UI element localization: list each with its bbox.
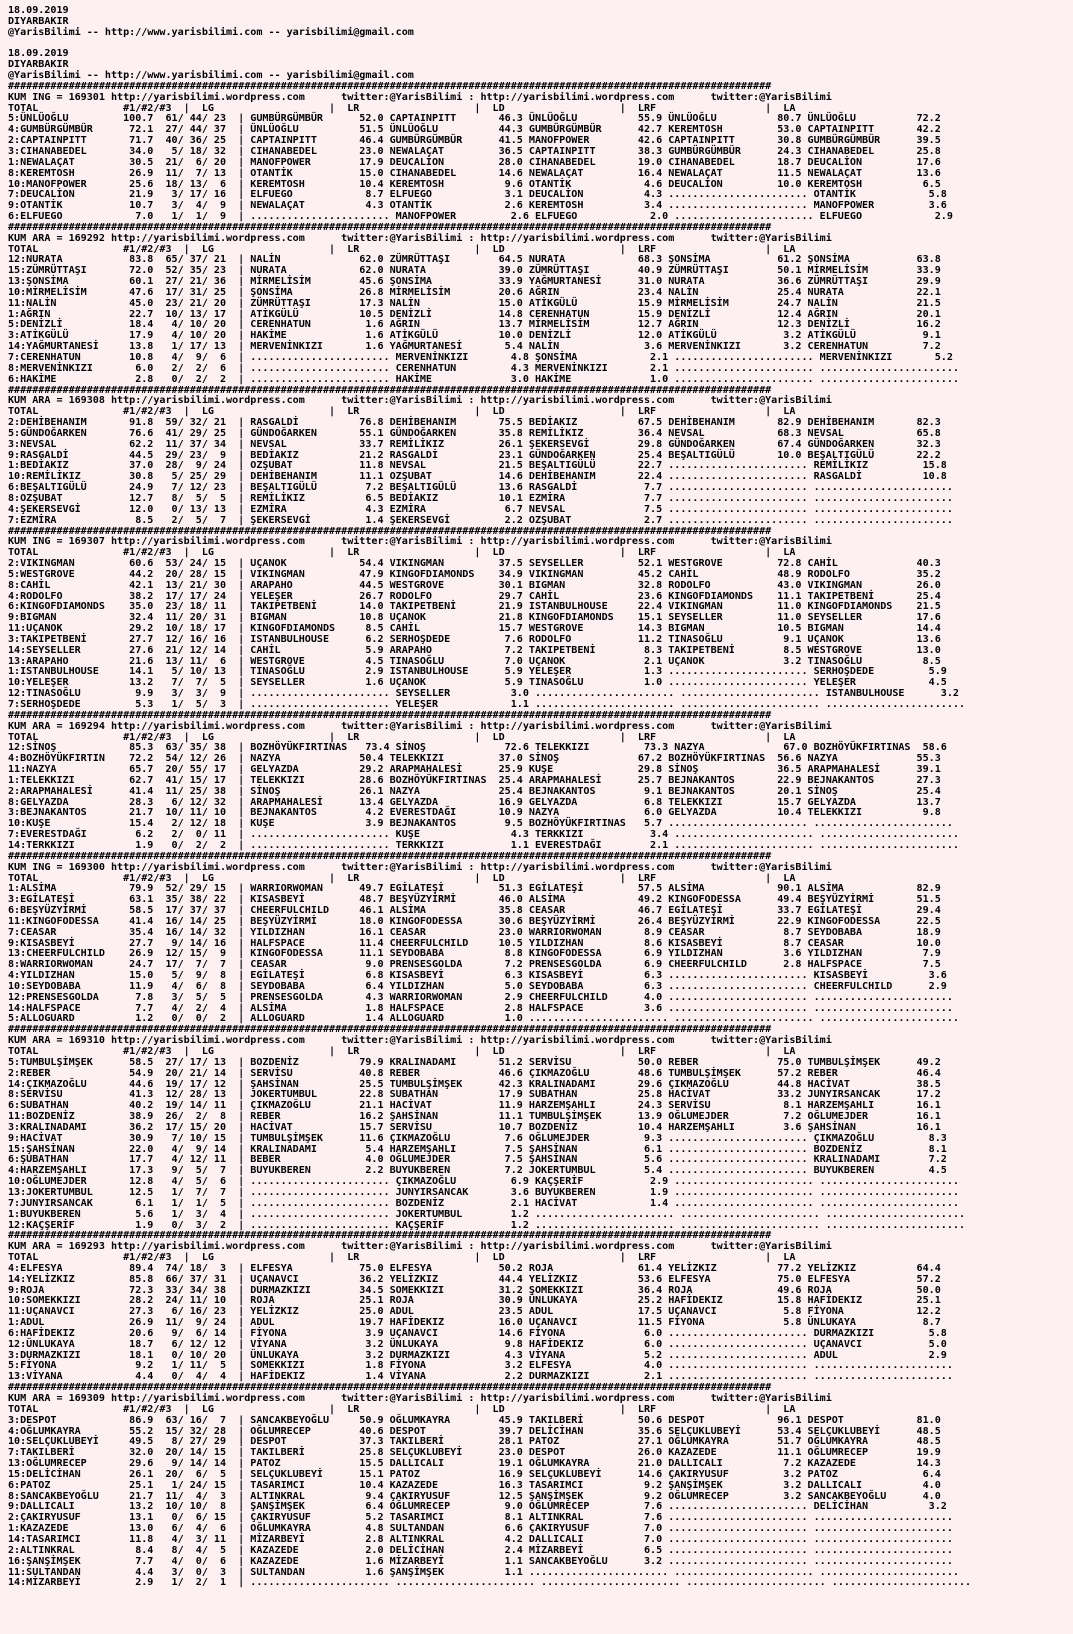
horse-row: 3:KRALINADAMI 36.2 17/ 15/ 20 | HACİVAT 15.7 SERVİSU 10.7 BOZDENİZ 10.4 HARZEMŞAHLI 3.6 ŞAHSİNAN 16.1: [8, 1121, 941, 1133]
horse-row: 5:TUMBULŞİMŞEK 58.5 27/ 17/ 13 | BOZDENİZ 79.9 KRALINADAMI 51.2 SERVİSU 50.0 REBER 75.0 TUMBULŞİMŞEK 49.2: [8, 1056, 941, 1068]
horse-row: 4:OĞLUMKAYRA 55.2 15/ 32/ 28 | OĞLUMRECEP 40.6 DESPOT 39.7 DELİCİHAN 35.6 SELÇUKLUBEYİ 53.4 SELÇUKLUBEYİ 48.5: [8, 1425, 941, 1437]
report-city: DIYARBAKIR: [8, 15, 69, 27]
horse-row: 7:SERHOŞDEDE 5.3 1/ 5/ 3 | ....................... YELEŞER 1.1 ....................... ....................... .......................: [8, 699, 965, 710]
horse-row: 12:KAÇŞERİF 1.9 0/ 3/ 2 | ....................... KAÇŞERİF 1.2 ....................... ....................... .......................: [8, 1219, 965, 1231]
horse-row: 13:ARAPAHO 21.6 13/ 11/ 6 | WESTGROVE 4.5 TINASOĞLU 7.0 UÇANOK 2.1 UÇANOK 3.2 TINASOĞLU 8.5: [8, 655, 941, 667]
horse-row: 9:RASGALDİ 44.5 29/ 23/ 9 | BEDİAKIZ 21.2 RASGALDİ 23.1 GÜNDOĞARKEN 25.4 BEŞALTIGÜLÜ 10.0 BEŞALTIGÜLÜ 22.2: [8, 449, 941, 461]
section-separator: ##############################################################################################################################: [8, 80, 772, 92]
section-separator: ##############################################################################################################################: [8, 384, 772, 396]
horse-row: 2:VIKINGMAN 60.6 53/ 24/ 15 | UÇANOK 54.4 VIKINGMAN 37.5 SEYSELLER 52.1 WESTGROVE 72.8 CAHİL 40.3: [8, 558, 941, 570]
horse-row: 14:YAĞMURTANESİ 13.8 1/ 17/ 13 | MERVENİNKIZI 1.6 YAĞMURTANESİ 5.4 NALİN 3.6 MERVENİNKIZI 3.2 CERENHATUN 7.2: [8, 341, 941, 353]
horse-row: 6:KINGOFDIAMONDS 35.0 23/ 18/ 11 | TAKIPETBENİ 14.0 TAKIPETBENİ 21.9 ISTANBULHOUSE 22.4 VIKINGMAN 11.0 KINGOFDIAMONDS 21.5: [8, 601, 941, 613]
column-header: TOTAL #1/#2/#3 | LG | LR | LD | LRF | LA: [8, 1046, 796, 1057]
horse-row: 3:NEVSAL 62.2 11/ 37/ 34 | NEVSAL 33.7 REMİLİKIZ 26.1 ŞEKERSEVGİ 29.8 GÜNDOĞARKEN 67.4 GÜNDOĞARKEN 32.3: [8, 438, 941, 450]
horse-row: 2:REBER 54.9 20/ 21/ 14 | SERVİSU 40.8 REBER 46.6 ÇIKMAZOĞLU 48.6 TUMBULŞİMŞEK 57.2 REBER 46.4: [8, 1067, 941, 1079]
horse-row: 9:HACİVAT 30.9 7/ 10/ 15 | TUMBULŞİMŞEK 11.6 ÇIKMAZOĞLU 7.6 OĞLUMEJDER 9.3 ....................... ÇIKMAZOĞLU 8.3: [8, 1132, 947, 1144]
horse-row: 6:ELFUEGO 7.0 1/ 1/ 9 | ....................... MANOFPOWER 2.6 ELFUEGO 2.0 ....................... ELFUEGO 2.9: [8, 211, 953, 223]
report-line: DIYARBAKIR: [8, 59, 69, 71]
horse-row: 15:ZÜMRÜTTAŞI 72.0 52/ 35/ 23 | NURATA 62.0 NURATA 39.0 ZÜMRÜTTAŞI 40.9 ZÜMRÜTTAŞI 50.1 MİRMELİSİM 33.9: [8, 265, 941, 277]
horse-row: 6:PATOZ 25.1 1/ 24/ 15 | TASARIMCI 10.4 KAZAZEDE 16.3 TASARIMCI 9.2 ŞANŞİMŞEK 3.2 DALLICALI 4.0: [8, 1479, 941, 1491]
column-header: TOTAL #1/#2/#3 | LG | LR | LD | LRF | LA: [8, 872, 796, 884]
horse-row: 4:YILDIZHAN 15.0 5/ 9/ 8 | EGİLATEŞİ 6.8 KISASBEYİ 6.3 KISASBEYİ 6.3 ....................... KISASBEYİ 3.6: [8, 970, 947, 982]
horse-row: 14:TASARIMCI 11.8 4/ 3/ 11 | MİZARBEYİ 2.8 ALTINKRAL 4.2 DALLICALI 7.0 ....................... .......................: [8, 1533, 953, 1545]
horse-row: 10:OĞLUMEJDER 12.8 4/ 5/ 6 | ....................... ÇIKMAZOĞLU 6.9 KAÇŞERİF 2.9 ....................... .......................: [8, 1176, 959, 1188]
report-contact: @YarisBilimi -- http://www.yarisbilimi.com -- yarisbilimi@gmail.com: [8, 26, 414, 38]
horse-row: 10:SELÇUKLUBEYİ 49.5 8/ 27/ 29 | DESPOT 37.3 TAKILBERİ 28.1 PATOZ 27.1 OĞLUMKAYRA 51.7 OĞLUMKAYRA 48.5: [8, 1436, 941, 1448]
horse-row: 4:ŞEKERSEVGİ 12.0 0/ 13/ 13 | EZMİRA 4.3 EZMİRA 6.7 NEVSAL 7.5 ....................... .......................: [8, 503, 953, 515]
horse-row: 1:BUYUKBEREN 5.6 1/ 3/ 4 | ....................... JOKERTUMBUL 1.2 ....................... ....................... .......................: [8, 1208, 965, 1220]
horse-row: 4:BOZHÖYÜKFIRTIN 72.2 54/ 12/ 26 | NAZYA 50.4 TELEKKIZI 37.0 SİNOŞ 67.2 BOZHÖYÜKFIRTINAS 56.6 NAZYA 55.3: [8, 753, 941, 765]
horse-row: 3:BEJNAKANTOS 21.7 10/ 11/ 10 | BEJNAKANTOS 4.2 EVERESTDAĞI 10.9 NAZYA 6.0 GELYAZDA 10.4 TELEKKIZI 9.8: [8, 807, 941, 819]
horse-row: 8:SERVİSU 41.3 12/ 28/ 13 | JOKERTUMBUL 22.8 SUBATHAN 17.9 SUBATHAN 25.8 HACİVAT 33.2 JUNYIRSANCAK 17.2: [8, 1089, 941, 1101]
horse-row: 16:ŞANŞİMŞEK 7.7 4/ 0/ 6 | KAZAZEDE 1.6 MİZARBEYİ 1.1 SANCAKBEYOĞLU 3.2 ....................... .......................: [8, 1555, 953, 1567]
horse-row: 5:WESTGROVE 44.2 20/ 28/ 15 | VIKINGMAN 47.9 KINGOFDIAMONDS 34.9 VIKINGMAN 45.2 CAHİL 48.9 RODOLFO 35.2: [8, 568, 941, 580]
horse-row: 14:TERKKIZI 1.9 0/ 2/ 2 | ....................... TERKKIZI 1.1 EVERESTDAĞI 2.1 ....................... .......................: [8, 839, 959, 851]
horse-row: 1:KAZAZEDE 13.0 6/ 4/ 6 | OĞLUMKAYRA 4.8 SULTANDAN 6.6 ÇAKIRYUSUF 7.0 ....................... .......................: [8, 1523, 953, 1535]
horse-row: 8:MERVENİNKIZI 6.0 2/ 2/ 6 | ....................... CERENHATUN 4.3 MERVENİNKIZI 2.1 ....................... .......................: [8, 362, 959, 374]
report-date: 18.09.2019: [8, 5, 69, 16]
horse-row: 8:OZŞUBAT 12.7 8/ 5/ 5 | REMİLİKIZ 6.5 BEDİAKIZ 10.1 EZMİRA 7.7 ....................... .......................: [8, 492, 953, 504]
horse-row: 8:CAHİL 42.1 13/ 21/ 30 | ARAPAHO 44.5 WESTGROVE 30.1 BIGMAN 32.8 RODOLFO 43.0 VIKINGMAN 26.0: [8, 579, 941, 591]
horse-row: 6:HAKİME 2.8 0/ 2/ 2 | ....................... HAKİME 3.0 HAKİME 1.0 ....................... .......................: [8, 373, 959, 385]
horse-row: 9:DALLICALI 13.2 10/ 10/ 8 | ŞANŞİMŞEK 6.4 OĞLUMRECEP 9.0 OĞLUMRECEP 7.6 ....................... DELİCİHAN 3.2: [8, 1501, 947, 1513]
horse-row: 12:NURATA 83.8 65/ 37/ 21 | NALİN 62.0 ZÜMRÜTTAŞI 64.5 NURATA 68.3 ŞONSİMA 61.2 ŞONSİMA 63.8: [8, 254, 941, 266]
horse-row: 7:EZMİRA 8.5 2/ 5/ 7 | ŞEKERSEVGİ 1.4 ŞEKERSEVGİ 2.2 OZŞUBAT 2.7 ....................... .......................: [8, 514, 953, 526]
horse-row: 8:GELYAZDA 28.3 6/ 12/ 32 | ARAPMAHALESİ 13.4 GELYAZDA 16.9 GELYAZDA 6.8 TELEKKIZI 15.7 GELYAZDA 13.7: [8, 796, 941, 808]
horse-row: 8:KEREMTOSH 26.9 11/ 7/ 13 | OTANTİK 15.0 CIHANABEDEL 14.6 NEWALAÇAT 16.4 NEWALAÇAT 11.5 NEWALAÇAT 13.6: [8, 167, 941, 179]
horse-row: 9:ROJA 72.3 33/ 34/ 38 | DURMAZKIZI 34.5 SOMEKKIZI 31.2 ŞOMEKKIZI 36.4 ROJA 49.6 ROJA 50.0: [8, 1284, 941, 1296]
horse-row: 7:CEASAR 35.4 16/ 14/ 32 | YILDIZHAN 16.1 CEASAR 23.0 WARRIORWOMAN 8.9 CEASAR 8.7 SEYDOBABA 18.9: [8, 926, 941, 938]
horse-row: 3:ATİKGÜLÜ 17.9 4/ 10/ 20 | HAKİME 1.6 ATİKGÜLÜ 10.0 DENİZLİ 12.0 ATİKGÜLÜ 3.2 ATİKGÜLÜ 9.1: [8, 330, 941, 342]
section-separator: ##############################################################################################################################: [8, 1382, 772, 1394]
horse-row: 4:GUMBÜRGÜMBÜR 72.1 27/ 44/ 37 | ÜNLÜOĞLU 51.5 ÜNLÜOĞLU 44.3 GUMBÜRGÜMBÜR 42.7 KEREMTOSH 53.0 CAPTAINPITT 42.2: [8, 124, 941, 136]
horse-row: 3:CIHANABEDEL 34.0 5/ 18/ 32 | CIHANABEDEL 23.0 NEWALAÇAT 36.5 CAPTAINPITT 38.3 GUMBÜRGÜMBÜR 24.3 CIHANABEDEL 25.8: [8, 145, 941, 157]
horse-row: 14:HALFSPACE 7.7 4/ 2/ 4 | ALSİMA 1.8 HALFSPACE 2.8 HALFSPACE 3.6 ....................... .......................: [8, 1002, 953, 1014]
horse-row: 11:UÇANOK 29.2 10/ 18/ 17 | KINGOFDIAMONDS 8.5 CAHİL 15.7 WESTGROVE 14.3 BIGMAN 10.5 BIGMAN 14.4: [8, 623, 941, 635]
horse-row: 2:ALTINKRAL 8.4 8/ 4/ 5 | KAZAZEDE 2.0 DELİCİHAN 2.4 MİZARBEYİ 6.5 ....................... .......................: [8, 1544, 953, 1556]
race-header: KUM ARA = 169292 http://yarisbilimi.wordpress.com twitter:@YarisBilimi : http://yarisbilimi.wordpress.com twitter:@YarisBilimi: [8, 232, 832, 244]
column-header: TOTAL #1/#2/#3 | LG | LR | LD | LRF | LA: [8, 731, 796, 743]
horse-row: 10:REMİLİKIZ 30.8 5/ 25/ 29 | DEHİBEHANIM 11.1 OZŞUBAT 14.6 DEHİBEHANIM 22.4 ....................... RASGALDİ 10.8: [8, 471, 947, 483]
race-header: KUM ARA = 169294 http://yarisbilimi.wordpress.com twitter:@YarisBilimi : http://yarisbilimi.wordpress.com twitter:@YarisBilimi: [8, 720, 832, 732]
horse-row: 9:KISASBEYİ 27.7 9/ 14/ 16 | HALFSPACE 11.4 CHEERFULCHILD 10.5 YILDIZHAN 8.6 KISASBEYİ 8.7 CEASAR 10.0: [8, 937, 941, 949]
race-header: KUM ARA = 169308 http://yarisbilimi.wordpress.com twitter:@YarisBilimi : http://yarisbilimi.wordpress.com twitter:@YarisBilimi: [8, 395, 832, 407]
horse-row: 12:SİNOŞ 85.3 63/ 35/ 38 | BOZHÖYÜKFIRTINAS 73.4 SİNOŞ 72.6 TELEKKIZI 73.3 NAZYA 67.0 BOZHÖYÜKFIRTINAS 58.6: [8, 742, 947, 754]
horse-row: 8:SANCAKBEYOĞLU 21.7 11/ 4/ 3 | ALTINKRAL 9.4 ÇAKIRYUSUF 12.5 ŞANŞİMŞEK 9.2 OĞLUMRECEP 3.2 SANCAKBEYOĞLU 4.0: [8, 1490, 941, 1502]
horse-row: 1:NEWALAÇAT 30.5 21/ 6/ 20 | MANOFPOWER 17.9 DEUCALİON 28.0 CIHANABEDEL 19.0 CIHANABEDEL 18.7 DEUCALİON 17.6: [8, 156, 941, 168]
horse-row: 15:DELİCİHAN 26.1 20/ 6/ 5 | SELÇUKLUBEYİ 15.1 PATOZ 16.9 SELÇUKLUBEYİ 14.6 ÇAKIRYUSUF 3.2 PATOZ 6.4: [8, 1468, 941, 1480]
column-header: TOTAL #1/#2/#3 | LG | LR | LD | LRF | LA: [8, 547, 796, 559]
horse-row: 12:PRENSESGOLDA 7.8 3/ 5/ 5 | PRENSESGOLDA 4.3 WARRIORWOMAN 2.9 CHEERFULCHILD 4.0 ....................... .......................: [8, 991, 953, 1003]
horse-row: 13:OĞLUMRECEP 29.6 9/ 14/ 14 | PATOZ 15.5 DALLICALI 19.1 OĞLUMKAYRA 21.0 DALLICALI 7.2 KAZAZEDE 14.3: [8, 1458, 941, 1470]
horse-row: 14:MİZARBEYİ 2.9 1/ 2/ 1 | ....................... ....................... ....................... ....................... .......................: [8, 1577, 972, 1589]
race-report: [8, 49, 1073, 1589]
horse-row: 3:DESPOT 86.9 63/ 16/ 7 | SANCAKBEYOĞLU 50.9 OĞLUMKAYRA 45.9 TAKILBERİ 50.6 DESPOT 96.1 DESPOT 81.0: [8, 1414, 941, 1426]
horse-row: 4:RODOLFO 38.2 17/ 17/ 24 | YELEŞER 26.7 RODOLFO 29.7 CAHİL 23.6 KINGOFDIAMONDS 11.1 TAKIPETBENİ 25.4: [8, 590, 941, 602]
race-header: KUM ING = 169307 http://yarisbilimi.wordpress.com twitter:@YarisBilimi : http://yarisbilimi.wordpress.com twitter:@YarisBilimi: [8, 536, 832, 548]
horse-row: 10:KUŞE 15.4 2/ 12/ 18 | KUŞE 3.9 BEJNAKANTOS 9.5 BOZHÖYÜKFIRTINAS 5.7 ....................... .......................: [8, 818, 953, 830]
section-separator: ##############################################################################################################################: [8, 709, 772, 721]
horse-row: 13:CHEERFULCHILD 26.9 12/ 15/ 9 | KINGOFODESSA 11.1 SEYDOBABA 8.8 KINGOFODESSA 6.9 YILDIZHAN 3.6 YILDIZHAN 7.9: [8, 948, 941, 960]
horse-row: 12:ÜNLUKAYA 18.7 6/ 12/ 12 | VİYANA 3.2 ÜNLUKAYA 9.8 HAFİDEKIZ 6.0 ....................... UÇANAVCI 5.0: [8, 1338, 947, 1350]
section-separator: ##############################################################################################################################: [8, 221, 772, 233]
horse-row: 8:WARRIORWOMAN 24.7 17/ 7/ 7 | CEASAR 9.0 PRENSESGOLDA 7.2 PRENSESGOLDA 6.9 CHEERFULCHILD 2.8 HALFSPACE 7.5: [8, 959, 941, 971]
horse-row: 6:BEŞALTIGÜLÜ 24.9 7/ 12/ 23 | BEŞALTIGÜLÜ 7.2 BEŞALTIGÜLÜ 13.6 RASGALDİ 7.7 ....................... .......................: [8, 482, 953, 494]
horse-row: 1:TELEKKIZI 62.7 41/ 15/ 17 | TELEKKIZI 28.6 BOZHÖYÜKFIRTINAS 25.4 ARAPMAHALESİ 25.7 BEJNAKANTOS 22.9 BEJNAKANTOS 27.3: [8, 774, 941, 786]
report-header: [8, 6, 1073, 49]
horse-row: 11:NALİN 45.0 23/ 21/ 20 | ZÜMRÜTTAŞI 17.3 NALİN 15.0 ATİKGÜLÜ 15.9 MİRMELİSİM 24.7 NALİN 21.5: [8, 297, 941, 309]
horse-row: 5:ÜNLÜOĞLU 100.7 61/ 44/ 23 | GUMBÜRGÜMBÜR 52.0 CAPTAINPITT 46.3 ÜNLÜOĞLU 55.9 ÜNLÜOĞLU 80.7 ÜNLÜOĞLU 72.2: [8, 113, 941, 125]
column-header: TOTAL #1/#2/#3 | LG | LR | LD | LRF | LA: [8, 1252, 796, 1264]
horse-row: 11:SULTANDAN 4.4 3/ 0/ 3 | SULTANDAN 1.6 ŞANŞİMŞEK 1.1 ....................... ....................... .......................: [8, 1566, 959, 1578]
race-header: KUM ARA = 169309 http://yarisbilimi.wordpress.com twitter:@YarisBilimi : http://yarisbilimi.wordpress.com twitter:@YarisBilimi: [8, 1393, 832, 1404]
horse-row: 14:ÇIKMAZOĞLU 44.6 19/ 17/ 12 | ŞAHSİNAN 25.5 TUMBULŞİMŞEK 42.3 KRALINADAMI 29.6 ÇIKMAZOĞLU 44.8 HACİVAT 38.5: [8, 1078, 941, 1090]
horse-row: 9:OTANTİK 10.7 3/ 4/ 9 | NEWALAÇAT 4.3 OTANTİK 2.6 KEREMTOSH 3.4 ....................... MANOFPOWER 3.6: [8, 200, 947, 212]
horse-row: 9:BIGMAN 32.4 11/ 20/ 31 | BIGMAN 10.8 UÇANOK 21.8 KINGOFDIAMONDS 15.1 SEYSELLER 11.0 SEYSELLER 17.6: [8, 612, 941, 624]
horse-row: 11:BOZDENİZ 38.9 26/ 2/ 8 | REBER 16.2 ŞAHSİNAN 11.1 TUMBULŞİMŞEK 13.9 OĞLUMEJDER 7.2 OĞLUMEJDER 16.1: [8, 1111, 941, 1123]
race-header: KUM ING = 169300 http://yarisbilimi.wordpress.com twitter:@YarisBilimi : http://yarisbilimi.wordpress.com twitter:@YarisBilimi: [8, 861, 832, 873]
horse-row: 5:FİYONA 9.2 1/ 11/ 5 | SOMEKKIZI 1.8 FİYONA 3.2 ELFESYA 4.0 ....................... .......................: [8, 1360, 953, 1372]
horse-row: 1:AĞRIN 22.7 10/ 13/ 17 | ATİKGÜLÜ 10.5 DENİZLİ 14.8 CERENHATUN 15.9 DENİZLİ 12.4 AĞRIN 20.1: [8, 308, 941, 320]
horse-row: 2:CAPTAINPITT 71.7 40/ 36/ 25 | CAPTAINPITT 46.4 GUMBÜRGÜMBÜR 41.5 MANOFPOWER 42.6 CAPTAINPITT 30.8 GUMBÜRGÜMBÜR 39.5: [8, 135, 941, 147]
horse-row: 10:SOMEKKIZI 28.2 24/ 11/ 10 | ROJA 25.1 ROJA 30.9 ÜNLUKAYA 25.2 HAFİDEKIZ 15.8 HAFİDEKIZ 25.1: [8, 1295, 941, 1307]
horse-row: 13:JOKERTUMBUL 12.5 1/ 7/ 7 | ....................... JUNYIRSANCAK 3.6 BUYUKBEREN 1.9 ....................... .......................: [8, 1186, 959, 1198]
horse-row: 7:DEUCALİON 21.9 3/ 17/ 16 | ELFUEGO 8.7 ELFUEGO 3.1 DEUCALİON 4.3 ....................... OTANTİK 5.8: [8, 189, 947, 201]
horse-row: 6:HAFİDEKIZ 20.6 9/ 6/ 14 | FİYONA 3.9 UÇANAVCI 14.6 FİYONA 6.0 ....................... DURMAZKIZI 5.8: [8, 1327, 947, 1339]
horse-row: 11:NAZYA 65.7 20/ 55/ 17 | GELYAZDA 29.2 ARAPMAHALESİ 25.9 KUŞE 29.8 SİNOŞ 36.5 ARAPMAHALESİ 39.1: [8, 764, 941, 776]
horse-row: 5:ALLOGUARD 1.2 0/ 0/ 2 | ALLOGUARD 1.4 ALLOGUARD 1.0 ....................... ....................... .......................: [8, 1013, 959, 1025]
horse-row: 10:YELEŞER 13.2 7/ 7/ 5 | SEYSELLER 1.6 UÇANOK 5.9 TINASOĞLU 1.0 ....................... YELEŞER 4.5: [8, 677, 947, 689]
horse-row: 14:YELİZKIZ 85.8 66/ 37/ 31 | UÇANAVCI 36.2 YELİZKIZ 44.4 YELİZKIZ 53.6 ELFESYA 75.0 ELFESYA 57.2: [8, 1273, 941, 1285]
horse-row: 11:UÇANAVCI 27.3 6/ 16/ 23 | YELİZKIZ 25.0 ADUL 23.5 ADUL 17.5 UÇANAVCI 5.8 FİYONA 12.2: [8, 1306, 941, 1318]
section-separator: ##############################################################################################################################: [8, 1024, 772, 1036]
race-header: KUM ARA = 169310 http://yarisbilimi.wordpress.com twitter:@YarisBilimi : http://yarisbilimi.wordpress.com twitter:@YarisBilimi: [8, 1035, 832, 1047]
horse-row: 2:DEHİBEHANIM 91.8 59/ 32/ 21 | RASGALDİ 76.8 DEHİBEHANIM 75.5 BEDİAKIZ 67.5 DEHİBEHANIM 82.9 DEHİBEHANIM 82.3: [8, 417, 941, 429]
horse-row: 1:ADUL 26.9 11/ 9/ 24 | ADUL 19.7 HAFİDEKIZ 16.0 UÇANAVCI 11.5 FİYONA 5.8 ÜNLUKAYA 8.7: [8, 1317, 941, 1329]
horse-row: 5:DENİZLİ 18.4 4/ 10/ 20 | CERENHATUN 1.6 AĞRIN 13.7 MİRMELİSİM 12.7 AĞRIN 12.3 DENİZLİ 16.2: [8, 319, 941, 331]
report-line: @YarisBilimi -- http://www.yarisbilimi.com -- yarisbilimi@gmail.com: [8, 70, 414, 82]
horse-row: 1:BEDİAKIZ 37.0 28/ 9/ 24 | OZŞUBAT 11.8 NEVSAL 21.5 BEŞALTIGÜLÜ 22.7 ....................... REMİLİKIZ 15.8: [8, 460, 947, 472]
horse-row: 13:VİYANA 4.4 0/ 4/ 4 | HAFİDEKIZ 1.4 VİYANA 2.2 DURMAZKIZI 2.1 ....................... .......................: [8, 1371, 953, 1383]
horse-row: 6:ŞUBATHAN 17.7 4/ 12/ 11 | BEBER 4.0 OĞLUMEJDER 7.5 ŞAHSİNAN 5.6 ....................... KRALINADAMI 7.2: [8, 1154, 947, 1166]
horse-row: 1:ALSİMA 79.9 52/ 29/ 15 | WARRIORWOMAN 49.7 EGİLATEŞİ 51.3 EGİLATEŞİ 57.5 ALSİMA 90.1 ALSİMA 82.9: [8, 883, 941, 895]
horse-row: 5:GÜNDOĞARKEN 76.6 41/ 29/ 25 | GÜNDOĞARKEN 55.1 GÜNDOĞARKEN 35.8 REMİLİKIZ 36.4 NEVSAL 68.3 NEVSAL 65.8: [8, 427, 941, 439]
horse-row: 7:CERENHATUN 10.8 4/ 9/ 6 | ....................... MERVENİNKIZI 4.8 ŞONSİMA 2.1 ....................... MERVENİNKIZI 5.2: [8, 352, 953, 363]
horse-row: 4:ELFESYA 89.4 74/ 18/ 3 | ELFESYA 75.0 ELFESYA 50.2 ROJA 61.4 YELİZKIZ 77.2 YELİZKIZ 64.4: [8, 1262, 941, 1274]
section-separator: ##############################################################################################################################: [8, 1230, 772, 1242]
horse-row: 10:MANOFPOWER 25.6 18/ 13/ 6 | KEREMTOSH 10.4 KEREMTOSH 9.6 OTANTİK 4.6 DEUCALİON 10.0 KEREMTOSH 6.5: [8, 178, 941, 190]
column-header: TOTAL #1/#2/#3 | LG | LR | LD | LRF | LA: [8, 406, 796, 418]
horse-row: 3:EGİLATEŞİ 63.1 35/ 38/ 22 | KISASBEYİ 48.7 BEŞYÜZYİRMİ 46.0 ALSİMA 49.2 KINGOFODESSA 49.4 BEŞYÜZYİRMİ 51.5: [8, 894, 941, 906]
horse-row: 15:ŞAHSİNAN 22.0 4/ 9/ 14 | KRALINADAMI 5.4 HARZEMŞAHLI 7.5 ŞAHSİNAN 6.1 ....................... BOZDENİZ 8.1: [8, 1143, 947, 1155]
horse-row: 12:TINASOĞLU 9.9 3/ 3/ 9 | ....................... SEYSELLER 3.0 ....................... ....................... ISTANBULHOUSE 3.2: [8, 688, 959, 700]
report-line: 18.09.2019: [8, 48, 69, 60]
horse-row: 7:EVERESTDAĞI 6.2 2/ 0/ 11 | ....................... KUŞE 4.3 TERKKIZI 3.4 ....................... .......................: [8, 829, 959, 841]
horse-row: 14:SEYSELLER 27.6 21/ 12/ 14 | CAHİL 5.9 ARAPAHO 7.2 TAKIPETBENİ 8.3 TAKIPETBENİ 8.5 WESTGROVE 13.0: [8, 644, 941, 656]
horse-row: 3:DURMAZKIZI 18.1 0/ 10/ 20 | ÜNLUKAYA 3.2 DURMAZKIZI 4.3 VİYANA 5.2 ....................... ADUL 2.9: [8, 1349, 947, 1361]
horse-row: 2:ÇAKIRYUSUF 13.1 0/ 6/ 15 | ÇAKIRYUSUF 5.2 TASARIMCI 8.1 ALTINKRAL 7.6 ....................... .......................: [8, 1512, 953, 1524]
section-separator: ##############################################################################################################################: [8, 850, 772, 862]
horse-row: 10:SEYDOBABA 11.9 4/ 6/ 8 | SEYDOBABA 6.4 YILDIZHAN 5.0 SEYDOBABA 6.3 ....................... CHEERFULCHILD 2.9: [8, 980, 947, 992]
column-header: TOTAL #1/#2/#3 | LG | LR | LD | LRF | LA: [8, 243, 796, 255]
horse-row: 7:JUNYIRSANCAK 6.1 1/ 1/ 5 | ....................... BOZDENİZ 2.1 HACİVAT 1.4 ....................... .......................: [8, 1197, 959, 1209]
horse-row: 13:ŞONSİMA 60.1 27/ 21/ 36 | MİRMELİSİM 45.6 ŞONSİMA 33.9 YAĞMURTANESİ 31.0 NURATA 36.6 ZÜMRÜTTAŞI 29.9: [8, 276, 941, 288]
horse-row: 1:ISTANBULHOUSE 14.1 5/ 10/ 13 | TINASOĞLU 2.9 ISTANBULHOUSE 5.9 YELEŞER 1.3 ....................... SERHOŞDEDE 5.9: [8, 666, 947, 678]
horse-row: 2:ARAPMAHALESİ 41.4 11/ 25/ 38 | SİNOŞ 26.1 NAZYA 25.4 BEJNAKANTOS 9.1 BEJNAKANTOS 20.1 SİNOŞ 25.4: [8, 785, 941, 797]
horse-row: 3:TAKIPETBENİ 27.7 12/ 16/ 16 | ISTANBULHOUSE 6.2 SERHOŞDEDE 7.6 RODOLFO 11.2 TINASOĞLU 9.1 UÇANOK 13.6: [8, 633, 941, 645]
column-header: TOTAL #1/#2/#3 | LG | LR | LD | LRF | LA: [8, 1403, 796, 1415]
horse-row: 11:KINGOFODESSA 41.4 16/ 14/ 25 | BEŞYÜZYİRMİ 18.0 KINGOFODESSA 30.6 BEŞYÜZYİRMİ 26.4 BEŞYÜZYİRMİ 22.9 KINGOFODESSA 22.5: [8, 915, 941, 927]
horse-row: 6:BEŞYÜZYİRMİ 58.5 17/ 37/ 37 | CHEERFULCHILD 46.1 ALSİMA 35.8 CEASAR 46.7 EGİLATEŞİ 33.7 EGİLATEŞİ 29.4: [8, 905, 941, 917]
column-header: TOTAL #1/#2/#3 | LG | LR | LD | LRF | LA: [8, 102, 796, 114]
horse-row: 6:SUBATHAN 40.2 19/ 14/ 11 | ÇIKMAZOĞLU 21.1 HACİVAT 11.9 HARZEMŞAHLI 24.3 SERVİSU 8.1 HARZEMŞAHLI 16.1: [8, 1100, 941, 1112]
horse-row: 7:TAKILBERİ 32.0 20/ 14/ 15 | TAKILBERİ 25.8 SELÇUKLUBEYİ 23.0 DESPOT 26.0 KAZAZEDE 11.1 OĞLUMRECEP 19.9: [8, 1447, 941, 1459]
section-separator: ##############################################################################################################################: [8, 525, 772, 537]
horse-row: 4:HARZEMŞAHLI 17.3 9/ 5/ 7 | BUYUKBEREN 2.2 BUYUKBEREN 7.2 JOKERTUMBUL 5.4 ....................... BUYUKBEREN 4.5: [8, 1165, 947, 1177]
horse-row: 10:MİRMELİSİM 47.6 17/ 31/ 25 | ŞONSİMA 26.8 MİRMELİSİM 20.6 AĞRIN 23.4 NALİN 25.4 NURATA 22.1: [8, 286, 941, 298]
race-header: KUM ARA = 169293 http://yarisbilimi.wordpress.com twitter:@YarisBilimi : http://yarisbilimi.wordpress.com twitter:@YarisBilimi: [8, 1241, 832, 1253]
race-header: KUM ING = 169301 http://yarisbilimi.wordpress.com twitter:@YarisBilimi : http://yarisbilimi.wordpress.com twitter:@YarisBilimi: [8, 91, 832, 103]
